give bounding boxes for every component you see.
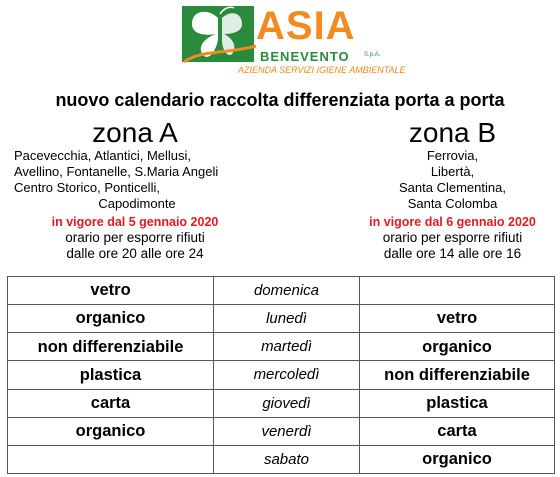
zone-b-area-line: Ferrovia, [426, 148, 479, 163]
day-cell: mercoledì [214, 361, 360, 389]
zone-a-waste-cell: organico [8, 305, 214, 333]
logo-wordmark: ASIA [256, 4, 356, 48]
table-row [8, 305, 555, 333]
zone-b-area-line: Santa Colomba [407, 196, 498, 211]
table-row [8, 277, 555, 305]
zone-a-waste-cell: non differenziabile [8, 333, 214, 361]
page-title: nuovo calendario raccolta differenziata porta a porta [55, 90, 505, 110]
day-cell: sabato [214, 445, 360, 473]
logo-city: BENEVENTO [260, 49, 350, 64]
zone-b-waste-cell: organico [360, 445, 555, 473]
asia-logo [180, 4, 406, 86]
zone-b-header [350, 118, 555, 262]
zone-b-hours-label: orario per esporre rifiuti [382, 230, 523, 245]
zone-b-waste-cell: carta [360, 417, 555, 445]
day-cell: venerdì [214, 417, 360, 445]
zone-b-hours: dalle ore 14 alle ore 16 [383, 246, 522, 261]
zone-b-waste-cell: vetro [360, 305, 555, 333]
zone-a-waste-cell: plastica [8, 361, 214, 389]
zone-a-waste-cell: vetro [8, 277, 214, 305]
zone-a-area-line: Capodimonte [98, 196, 176, 211]
butterfly-icon [180, 4, 260, 68]
zone-a-header [10, 118, 260, 262]
logo-subtitle: AZIENDA SERVIZI IGIENE AMBIENTALE [238, 65, 406, 75]
zone-a-area-line: Avellino, Fontanelle, S.Maria Angeli [14, 164, 219, 179]
zone-b-waste-cell: organico [360, 333, 555, 361]
zone-b-area-line: Libertà, [430, 164, 475, 179]
zone-a-area-line: Centro Storico, Ponticelli, [14, 180, 160, 195]
schedule-table [7, 276, 555, 474]
zone-a-hours: dalle ore 20 alle ore 24 [66, 246, 204, 261]
logo-spa: S.p.A. [364, 52, 381, 58]
zone-b-waste-cell: non differenziabile [360, 361, 555, 389]
zone-b-valid-from: in vigore dal 6 gennaio 2020 [369, 215, 536, 229]
day-cell: martedì [214, 333, 360, 361]
table-row [8, 389, 555, 417]
table-row [8, 361, 555, 389]
zone-a-waste-cell [8, 445, 214, 473]
zone-a-areas [14, 148, 260, 212]
zone-a-waste-cell: organico [8, 417, 214, 445]
zone-a-area-line: Pacevecchia, Atlantici, Mellusi, [14, 148, 192, 163]
table-row [8, 333, 555, 361]
zone-b-area-line: Santa Clementina, [399, 180, 506, 195]
zone-a-hours-label: orario per esporre rifiuti [65, 230, 205, 245]
zone-b-waste-cell [360, 277, 555, 305]
table-row [8, 445, 555, 473]
day-cell: lunedì [214, 305, 360, 333]
day-cell: giovedì [214, 389, 360, 417]
zone-a-title: zona A [92, 117, 178, 148]
table-row [8, 417, 555, 445]
zone-a-waste-cell: carta [8, 389, 214, 417]
zone-a-valid-from: in vigore dal 5 gennaio 2020 [51, 215, 219, 229]
zone-b-title: zona B [408, 117, 497, 148]
day-cell: domenica [214, 277, 360, 305]
zone-b-waste-cell: plastica [360, 389, 555, 417]
zone-b-areas [350, 148, 555, 212]
